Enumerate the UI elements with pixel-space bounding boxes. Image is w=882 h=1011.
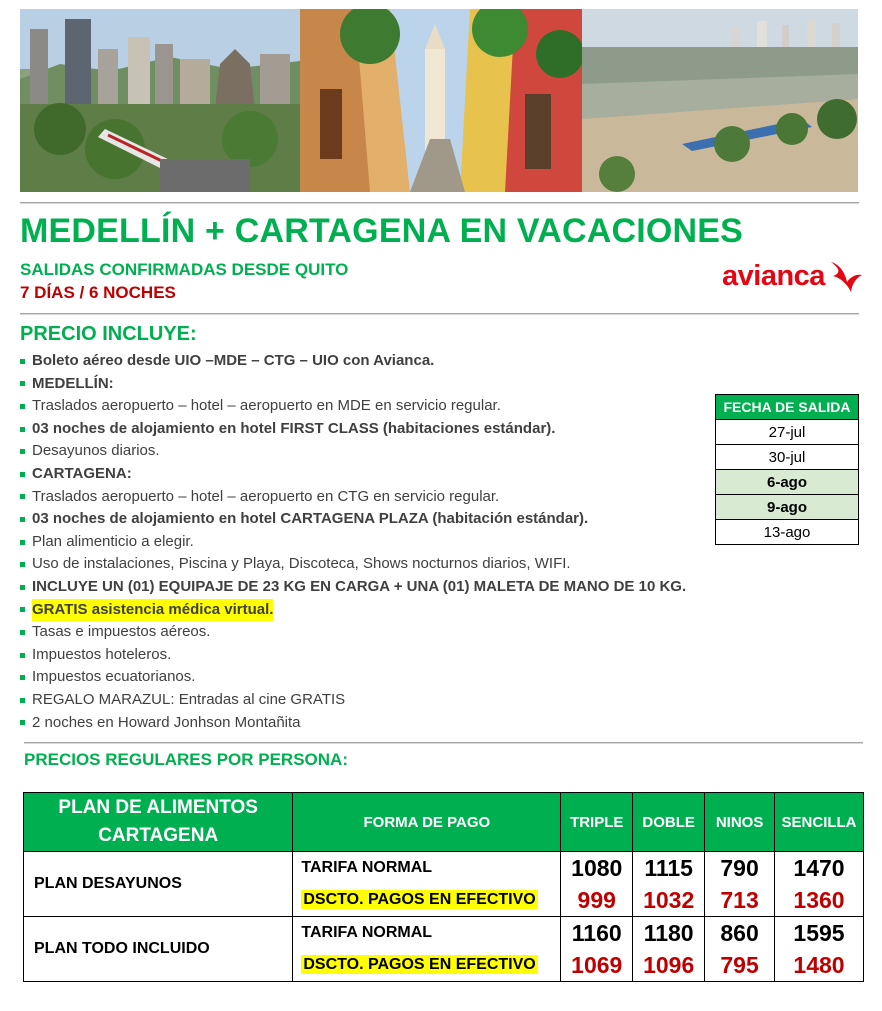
column-header-sencilla: SENCILLA	[775, 793, 864, 852]
price-cell: 1080	[561, 852, 633, 885]
list-item: Boleto aéreo desde UIO –MDE – CTG – UIO con Avianca.	[20, 350, 686, 373]
list-item: Traslados aeropuerto – hotel – aeropuerto en MDE en servicio regular.	[20, 395, 686, 418]
departure-dates-header: FECHA DE SALIDA	[716, 395, 859, 420]
column-header-triple: TRIPLE	[561, 793, 633, 852]
payment-type: TARIFA NORMAL	[293, 852, 561, 885]
prices-heading: PRECIOS REGULARES POR PERSONA:	[24, 750, 348, 769]
cartagena-street-photo	[300, 9, 582, 192]
column-header-forma: FORMA DE PAGO	[293, 793, 561, 852]
price-cell: 795	[705, 949, 775, 982]
divider	[24, 742, 863, 744]
price-cell: 1470	[775, 852, 864, 885]
list-item: REGALO MARAZUL: Entradas al cine GRATIS	[20, 689, 686, 712]
cartagena-beach-photo	[582, 9, 858, 192]
list-item-highlighted: GRATIS asistencia médica virtual.	[20, 599, 686, 622]
list-item: Uso de instalaciones, Piscina y Playa, Discoteca, Shows nocturnos diarios, WIFI.	[20, 553, 686, 576]
departure-date: 6-ago	[716, 470, 859, 495]
table-row	[24, 852, 864, 885]
price-cell: 790	[705, 852, 775, 885]
departure-date: 30-jul	[716, 445, 859, 470]
column-header-plan: PLAN DE ALIMENTOS CARTAGENA	[24, 793, 293, 852]
plan-name: PLAN DESAYUNOS	[24, 852, 293, 917]
list-item: Desayunos diarios.	[20, 440, 686, 463]
price-cell: 1069	[561, 949, 633, 982]
list-item: 2 noches en Howard Jonhson Montañita	[20, 712, 686, 735]
list-item: MEDELLÍN:	[20, 373, 686, 396]
list-item: Impuestos ecuatorianos.	[20, 666, 686, 689]
list-item: INCLUYE UN (01) EQUIPAJE DE 23 KG EN CARGA + UNA (01) MALETA DE MANO DE 10 KG.	[20, 576, 686, 599]
column-header-ninos: NINOS	[705, 793, 775, 852]
price-cell: 1096	[633, 949, 705, 982]
plan-name: PLAN TODO INCLUIDO	[24, 917, 293, 982]
price-cell: 1180	[633, 917, 705, 950]
price-cell: 1480	[775, 949, 864, 982]
avianca-logo	[722, 256, 863, 296]
list-item: 03 noches de alojamiento en hotel FIRST CLASS (habitaciones estándar).	[20, 418, 686, 441]
page-title: MEDELLÍN + CARTAGENA EN VACACIONES	[20, 212, 744, 250]
list-item: 03 noches de alojamiento en hotel CARTAGENA PLAZA (habitación estándar).	[20, 508, 686, 531]
payment-type: DSCTO. PAGOS EN EFECTIVO	[293, 884, 561, 917]
subtitle: SALIDAS CONFIRMADAS DESDE QUITO	[20, 260, 349, 279]
price-cell: 1595	[775, 917, 864, 950]
departure-date: 27-jul	[716, 420, 859, 445]
price-cell: 713	[705, 884, 775, 917]
condor-icon	[829, 256, 863, 296]
list-item: Tasas e impuestos aéreos.	[20, 621, 686, 644]
divider	[20, 202, 859, 204]
price-cell: 1360	[775, 884, 864, 917]
departure-date: 13-ago	[716, 520, 859, 545]
departure-date: 9-ago	[716, 495, 859, 520]
column-header-doble: DOBLE	[633, 793, 705, 852]
list-item: CARTAGENA:	[20, 463, 686, 486]
price-cell: 1160	[561, 917, 633, 950]
divider	[20, 313, 859, 315]
table-row	[24, 917, 864, 950]
departure-dates-table	[715, 394, 859, 545]
payment-type: TARIFA NORMAL	[293, 917, 561, 950]
duration: 7 DÍAS / 6 NOCHES	[20, 283, 176, 302]
photo-banner	[20, 9, 858, 192]
list-item: Traslados aeropuerto – hotel – aeropuerto en CTG en servicio regular.	[20, 486, 686, 509]
price-cell: 1032	[633, 884, 705, 917]
medellin-photo	[20, 9, 300, 192]
price-cell: 860	[705, 917, 775, 950]
list-item: Impuestos hoteleros.	[20, 644, 686, 667]
includes-heading: PRECIO INCLUYE:	[20, 323, 197, 345]
includes-list	[20, 350, 686, 734]
price-cell: 999	[561, 884, 633, 917]
logo-wordmark: avianca	[722, 259, 825, 292]
price-table	[23, 792, 864, 982]
list-item: Plan alimenticio a elegir.	[20, 531, 686, 554]
payment-type: DSCTO. PAGOS EN EFECTIVO	[293, 949, 561, 982]
price-cell: 1115	[633, 852, 705, 885]
